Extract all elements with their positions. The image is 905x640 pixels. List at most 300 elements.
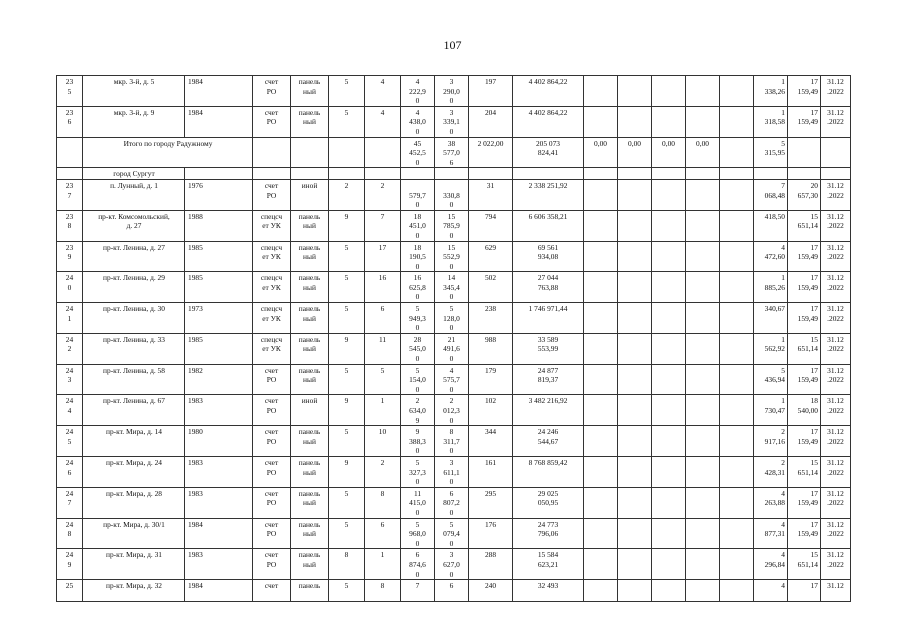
table-row xyxy=(57,395,851,426)
address: пр-кт. Ленина, д. 27 xyxy=(83,241,185,272)
year-built xyxy=(185,168,253,180)
wall-material: иной xyxy=(291,179,329,210)
cell-13 xyxy=(618,333,652,364)
entrances: 4 xyxy=(365,76,401,107)
entrances: 8 xyxy=(365,487,401,518)
unit-cost: 340,67 xyxy=(754,303,788,334)
max-unit-cost: 15 651,14 xyxy=(788,456,821,487)
cost: 15 584 623,21 xyxy=(513,549,584,580)
account-type: счет РО xyxy=(253,549,291,580)
max-unit-cost: 17 159,49 xyxy=(788,487,821,518)
year-built: 1983 xyxy=(185,395,253,426)
entrances: 5 xyxy=(365,364,401,395)
residents: 31 xyxy=(469,179,513,210)
year-built: 1985 xyxy=(185,272,253,303)
living-area: 4 575,7 0 xyxy=(435,364,469,395)
residents: 629 xyxy=(469,241,513,272)
account-type: спецсч ет УК xyxy=(253,241,291,272)
total-area: 18 451,0 0 xyxy=(401,210,435,241)
cost: 205 073 824,41 xyxy=(513,137,584,168)
cell-13 xyxy=(618,426,652,457)
floors: 5 xyxy=(329,76,365,107)
address: пр-кт. Мира, д. 24 xyxy=(83,456,185,487)
total-area: 5 327,3 0 xyxy=(401,456,435,487)
deadline xyxy=(821,137,851,168)
cell-12 xyxy=(584,76,618,107)
cell-15 xyxy=(686,426,720,457)
max-unit-cost: 17 159,49 xyxy=(788,426,821,457)
cell-13 xyxy=(618,179,652,210)
living-area: 3 611,1 0 xyxy=(435,456,469,487)
floors: 9 xyxy=(329,395,365,426)
entrances: 16 xyxy=(365,272,401,303)
cell-13: 0,00 xyxy=(618,137,652,168)
row-number: 25 xyxy=(57,580,83,602)
row-number: 24 8 xyxy=(57,518,83,549)
cell-16 xyxy=(720,137,754,168)
table-row xyxy=(57,333,851,364)
cost: 1 746 971,44 xyxy=(513,303,584,334)
residents: 238 xyxy=(469,303,513,334)
table-row xyxy=(57,364,851,395)
floors: 5 xyxy=(329,580,365,602)
row-number: 24 6 xyxy=(57,456,83,487)
living-area: 6 xyxy=(435,580,469,602)
cost: 27 044 763,88 xyxy=(513,272,584,303)
table-row xyxy=(57,518,851,549)
cell-13 xyxy=(618,364,652,395)
row-number: 24 1 xyxy=(57,303,83,334)
cell-14 xyxy=(652,580,686,602)
address: пр-кт. Ленина, д. 33 xyxy=(83,333,185,364)
max-unit-cost: 17 xyxy=(788,580,821,602)
cell-16 xyxy=(720,426,754,457)
account-type: спецсч ет УК xyxy=(253,303,291,334)
row-number: 24 5 xyxy=(57,426,83,457)
cell-14 xyxy=(652,549,686,580)
max-unit-cost: 17 159,49 xyxy=(788,364,821,395)
entrances: 1 xyxy=(365,395,401,426)
wall-material: панель ный xyxy=(291,518,329,549)
cell-13 xyxy=(618,395,652,426)
cell-15 xyxy=(686,76,720,107)
deadline: 31.12 .2022 xyxy=(821,76,851,107)
cell-12 xyxy=(584,333,618,364)
floors xyxy=(329,137,365,168)
cell-12 xyxy=(584,272,618,303)
cell-15 xyxy=(686,456,720,487)
table-row xyxy=(57,210,851,241)
cost: 29 025 050,95 xyxy=(513,487,584,518)
residents: 344 xyxy=(469,426,513,457)
residents: 204 xyxy=(469,106,513,137)
living-area: 330,8 0 xyxy=(435,179,469,210)
account-type: спецсч ет УК xyxy=(253,272,291,303)
cell-16 xyxy=(720,333,754,364)
cell-12: 0,00 xyxy=(584,137,618,168)
living-area: 5 079,4 0 xyxy=(435,518,469,549)
address: пр-кт. Мира, д. 14 xyxy=(83,426,185,457)
cell-14 xyxy=(652,303,686,334)
entrances: 2 xyxy=(365,179,401,210)
cell-16 xyxy=(720,272,754,303)
cell-15: 0,00 xyxy=(686,137,720,168)
deadline: 31.12 .2022 xyxy=(821,106,851,137)
living-area: 2 012,3 0 xyxy=(435,395,469,426)
row-number: 24 0 xyxy=(57,272,83,303)
unit-cost: 4 472,60 xyxy=(754,241,788,272)
year-built: 1984 xyxy=(185,76,253,107)
row-number: 24 7 xyxy=(57,487,83,518)
floors: 5 xyxy=(329,487,365,518)
total-row xyxy=(57,137,851,168)
cell-13 xyxy=(618,76,652,107)
cell-12 xyxy=(584,241,618,272)
max-unit-cost: 17 159,49 xyxy=(788,518,821,549)
cell-15 xyxy=(686,333,720,364)
cell-13 xyxy=(618,303,652,334)
entrances: 7 xyxy=(365,210,401,241)
cell-12 xyxy=(584,518,618,549)
deadline: 31.12 .2022 xyxy=(821,333,851,364)
wall-material: панель ный xyxy=(291,76,329,107)
living-area: 15 552,9 0 xyxy=(435,241,469,272)
cell-15 xyxy=(686,364,720,395)
cell-16 xyxy=(720,106,754,137)
table-row xyxy=(57,179,851,210)
living-area: 8 311,7 0 xyxy=(435,426,469,457)
max-unit-cost: 15 651,14 xyxy=(788,549,821,580)
deadline xyxy=(821,168,851,180)
address: мкр. 3-й, д. 9 xyxy=(83,106,185,137)
residents: 197 xyxy=(469,76,513,107)
max-unit-cost: 18 540,00 xyxy=(788,395,821,426)
cell-15 xyxy=(686,168,720,180)
year-built: 1982 xyxy=(185,364,253,395)
table-row xyxy=(57,241,851,272)
year-built: 1973 xyxy=(185,303,253,334)
unit-cost: 1 318,58 xyxy=(754,106,788,137)
unit-cost: 2 917,16 xyxy=(754,426,788,457)
cell-15 xyxy=(686,106,720,137)
row-number: 24 9 xyxy=(57,549,83,580)
entrances: 8 xyxy=(365,580,401,602)
cell-14 xyxy=(652,395,686,426)
max-unit-cost: 17 159,49 xyxy=(788,241,821,272)
table-row xyxy=(57,272,851,303)
address: пр-кт. Ленина, д. 30 xyxy=(83,303,185,334)
cell-16 xyxy=(720,241,754,272)
cell-16 xyxy=(720,487,754,518)
max-unit-cost: 17 159,49 xyxy=(788,303,821,334)
cell-15 xyxy=(686,210,720,241)
unit-cost: 1 338,26 xyxy=(754,76,788,107)
total-area: 7 xyxy=(401,580,435,602)
row-number: 23 9 xyxy=(57,241,83,272)
cell-12 xyxy=(584,364,618,395)
wall-material xyxy=(291,137,329,168)
wall-material: панель ный xyxy=(291,456,329,487)
year-built: 1980 xyxy=(185,426,253,457)
living-area: 3 339,1 0 xyxy=(435,106,469,137)
residents: 794 xyxy=(469,210,513,241)
cell-15 xyxy=(686,549,720,580)
address: пр-кт. Комсомольский, д. 27 xyxy=(83,210,185,241)
cell-14 xyxy=(652,241,686,272)
address: п. Лунный, д. 1 xyxy=(83,179,185,210)
row-number: 24 2 xyxy=(57,333,83,364)
entrances: 17 xyxy=(365,241,401,272)
unit-cost: 5 315,95 xyxy=(754,137,788,168)
residents: 102 xyxy=(469,395,513,426)
living-area: 3 627,0 0 xyxy=(435,549,469,580)
max-unit-cost: 20 657,30 xyxy=(788,179,821,210)
floors xyxy=(329,168,365,180)
floors: 5 xyxy=(329,518,365,549)
wall-material: панель xyxy=(291,580,329,602)
living-area: 15 785,9 0 xyxy=(435,210,469,241)
cell-16 xyxy=(720,518,754,549)
entrances: 10 xyxy=(365,426,401,457)
deadline: 31.12 .2022 xyxy=(821,549,851,580)
unit-cost: 5 436,94 xyxy=(754,364,788,395)
cell-15 xyxy=(686,241,720,272)
table-row xyxy=(57,106,851,137)
unit-cost: 4 296,84 xyxy=(754,549,788,580)
residents: 502 xyxy=(469,272,513,303)
wall-material: панель ный xyxy=(291,272,329,303)
cell-12 xyxy=(584,426,618,457)
cost: 24 246 544,67 xyxy=(513,426,584,457)
living-area: 5 128,0 0 xyxy=(435,303,469,334)
total-area: 11 415,0 0 xyxy=(401,487,435,518)
unit-cost xyxy=(754,168,788,180)
address: пр-кт. Ленина, д. 67 xyxy=(83,395,185,426)
wall-material: панель ный xyxy=(291,426,329,457)
cost: 24 773 796,06 xyxy=(513,518,584,549)
account-type xyxy=(253,168,291,180)
max-unit-cost xyxy=(788,137,821,168)
deadline: 31.12 .2022 xyxy=(821,395,851,426)
year-built: 1984 xyxy=(185,580,253,602)
year-built: 1988 xyxy=(185,210,253,241)
cell-15 xyxy=(686,395,720,426)
cell-13 xyxy=(618,549,652,580)
cell-14 xyxy=(652,487,686,518)
housing-table-container xyxy=(56,75,850,591)
cell-13 xyxy=(618,456,652,487)
total-label: Итого по городу Радужному xyxy=(83,137,253,168)
cell-16 xyxy=(720,456,754,487)
cell-16 xyxy=(720,549,754,580)
year-built: 1983 xyxy=(185,549,253,580)
living-area xyxy=(435,168,469,180)
wall-material: иной xyxy=(291,395,329,426)
wall-material: панель ный xyxy=(291,549,329,580)
account-type: спецсч ет УК xyxy=(253,210,291,241)
entrances xyxy=(365,137,401,168)
table-body xyxy=(57,76,851,602)
total-area: 6 874,6 0 xyxy=(401,549,435,580)
cell-16 xyxy=(720,364,754,395)
floors: 5 xyxy=(329,106,365,137)
floors: 5 xyxy=(329,426,365,457)
cell-16 xyxy=(720,168,754,180)
cell-16 xyxy=(720,76,754,107)
max-unit-cost: 17 159,49 xyxy=(788,76,821,107)
cell-14 xyxy=(652,179,686,210)
cell-14 xyxy=(652,210,686,241)
wall-material: панель ный xyxy=(291,106,329,137)
unit-cost: 4 263,88 xyxy=(754,487,788,518)
account-type xyxy=(253,137,291,168)
cell-15 xyxy=(686,580,720,602)
cost xyxy=(513,168,584,180)
unit-cost: 2 428,31 xyxy=(754,456,788,487)
total-area: 5 968,0 0 xyxy=(401,518,435,549)
wall-material: панель ный xyxy=(291,303,329,334)
table-row xyxy=(57,549,851,580)
unit-cost: 7 068,48 xyxy=(754,179,788,210)
table-row xyxy=(57,76,851,107)
total-area: 579,7 0 xyxy=(401,179,435,210)
total-area: 2 634,0 9 xyxy=(401,395,435,426)
year-built: 1984 xyxy=(185,518,253,549)
row-number: 24 3 xyxy=(57,364,83,395)
cell-14 xyxy=(652,106,686,137)
cell-14 xyxy=(652,518,686,549)
cell-14 xyxy=(652,168,686,180)
entrances xyxy=(365,168,401,180)
floors: 5 xyxy=(329,303,365,334)
total-area: 18 190,5 0 xyxy=(401,241,435,272)
cell-13 xyxy=(618,168,652,180)
row-number xyxy=(57,137,83,168)
account-type: счет РО xyxy=(253,426,291,457)
cell-14 xyxy=(652,333,686,364)
unit-cost: 4 xyxy=(754,580,788,602)
cost: 8 768 859,42 xyxy=(513,456,584,487)
deadline: 31.12 .2022 xyxy=(821,487,851,518)
floors: 8 xyxy=(329,549,365,580)
cell-12 xyxy=(584,580,618,602)
cell-16 xyxy=(720,210,754,241)
deadline: 31.12 .2022 xyxy=(821,179,851,210)
cell-13 xyxy=(618,210,652,241)
wall-material: панель ный xyxy=(291,333,329,364)
cost: 4 402 864,22 xyxy=(513,76,584,107)
floors: 5 xyxy=(329,241,365,272)
account-type: счет РО xyxy=(253,487,291,518)
total-area: 5 949,3 0 xyxy=(401,303,435,334)
year-built: 1983 xyxy=(185,487,253,518)
unit-cost: 4 877,31 xyxy=(754,518,788,549)
deadline: 31.12 .2022 xyxy=(821,272,851,303)
year-built: 1984 xyxy=(185,106,253,137)
floors: 9 xyxy=(329,456,365,487)
residents: 161 xyxy=(469,456,513,487)
total-area: 4 222,9 0 xyxy=(401,76,435,107)
cell-13 xyxy=(618,487,652,518)
floors: 2 xyxy=(329,179,365,210)
cell-16 xyxy=(720,179,754,210)
residents: 240 xyxy=(469,580,513,602)
cell-14 xyxy=(652,272,686,303)
residents: 179 xyxy=(469,364,513,395)
residents: 2 022,00 xyxy=(469,137,513,168)
max-unit-cost: 17 159,49 xyxy=(788,272,821,303)
address: пр-кт. Мира, д. 28 xyxy=(83,487,185,518)
floors: 9 xyxy=(329,333,365,364)
max-unit-cost: 15 651,14 xyxy=(788,333,821,364)
entrances: 2 xyxy=(365,456,401,487)
cell-15 xyxy=(686,272,720,303)
cell-14 xyxy=(652,364,686,395)
cost: 2 338 251,92 xyxy=(513,179,584,210)
cost: 69 561 934,08 xyxy=(513,241,584,272)
max-unit-cost: 17 159,49 xyxy=(788,106,821,137)
deadline: 31.12 .2022 xyxy=(821,364,851,395)
cost: 33 589 553,99 xyxy=(513,333,584,364)
unit-cost: 1 562,92 xyxy=(754,333,788,364)
living-area: 21 491,6 0 xyxy=(435,333,469,364)
row-number xyxy=(57,168,83,180)
year-built: 1976 xyxy=(185,179,253,210)
entrances: 11 xyxy=(365,333,401,364)
deadline: 31.12 .2022 xyxy=(821,241,851,272)
deadline: 31.12 .2022 xyxy=(821,210,851,241)
year-built: 1983 xyxy=(185,456,253,487)
cell-14 xyxy=(652,426,686,457)
total-area: 16 625,8 0 xyxy=(401,272,435,303)
residents: 988 xyxy=(469,333,513,364)
cell-15 xyxy=(686,303,720,334)
deadline: 31.12 .2022 xyxy=(821,456,851,487)
deadline: 31.12 .2022 xyxy=(821,303,851,334)
cell-16 xyxy=(720,580,754,602)
cell-14 xyxy=(652,76,686,107)
living-area: 38 577,0 6 xyxy=(435,137,469,168)
wall-material: панель ный xyxy=(291,241,329,272)
cell-12 xyxy=(584,303,618,334)
residents: 176 xyxy=(469,518,513,549)
row-number: 23 6 xyxy=(57,106,83,137)
account-type: счет xyxy=(253,580,291,602)
entrances: 1 xyxy=(365,549,401,580)
deadline: 31.12 .2022 xyxy=(821,426,851,457)
address: пр-кт. Мира, д. 32 xyxy=(83,580,185,602)
account-type: счет РО xyxy=(253,395,291,426)
address: мкр. 3-й, д. 5 xyxy=(83,76,185,107)
entrances: 4 xyxy=(365,106,401,137)
year-built: 1985 xyxy=(185,333,253,364)
deadline: 31.12 xyxy=(821,580,851,602)
living-area: 14 345,4 0 xyxy=(435,272,469,303)
account-type: спецсч ет УК xyxy=(253,333,291,364)
residents xyxy=(469,168,513,180)
total-area: 45 452,5 0 xyxy=(401,137,435,168)
cell-13 xyxy=(618,241,652,272)
address: пр-кт. Ленина, д. 58 xyxy=(83,364,185,395)
living-area: 6 807,2 0 xyxy=(435,487,469,518)
table-row xyxy=(57,303,851,334)
cell-13 xyxy=(618,106,652,137)
residents: 288 xyxy=(469,549,513,580)
max-unit-cost xyxy=(788,168,821,180)
cell-16 xyxy=(720,303,754,334)
unit-cost: 1 730,47 xyxy=(754,395,788,426)
cost: 6 606 358,21 xyxy=(513,210,584,241)
